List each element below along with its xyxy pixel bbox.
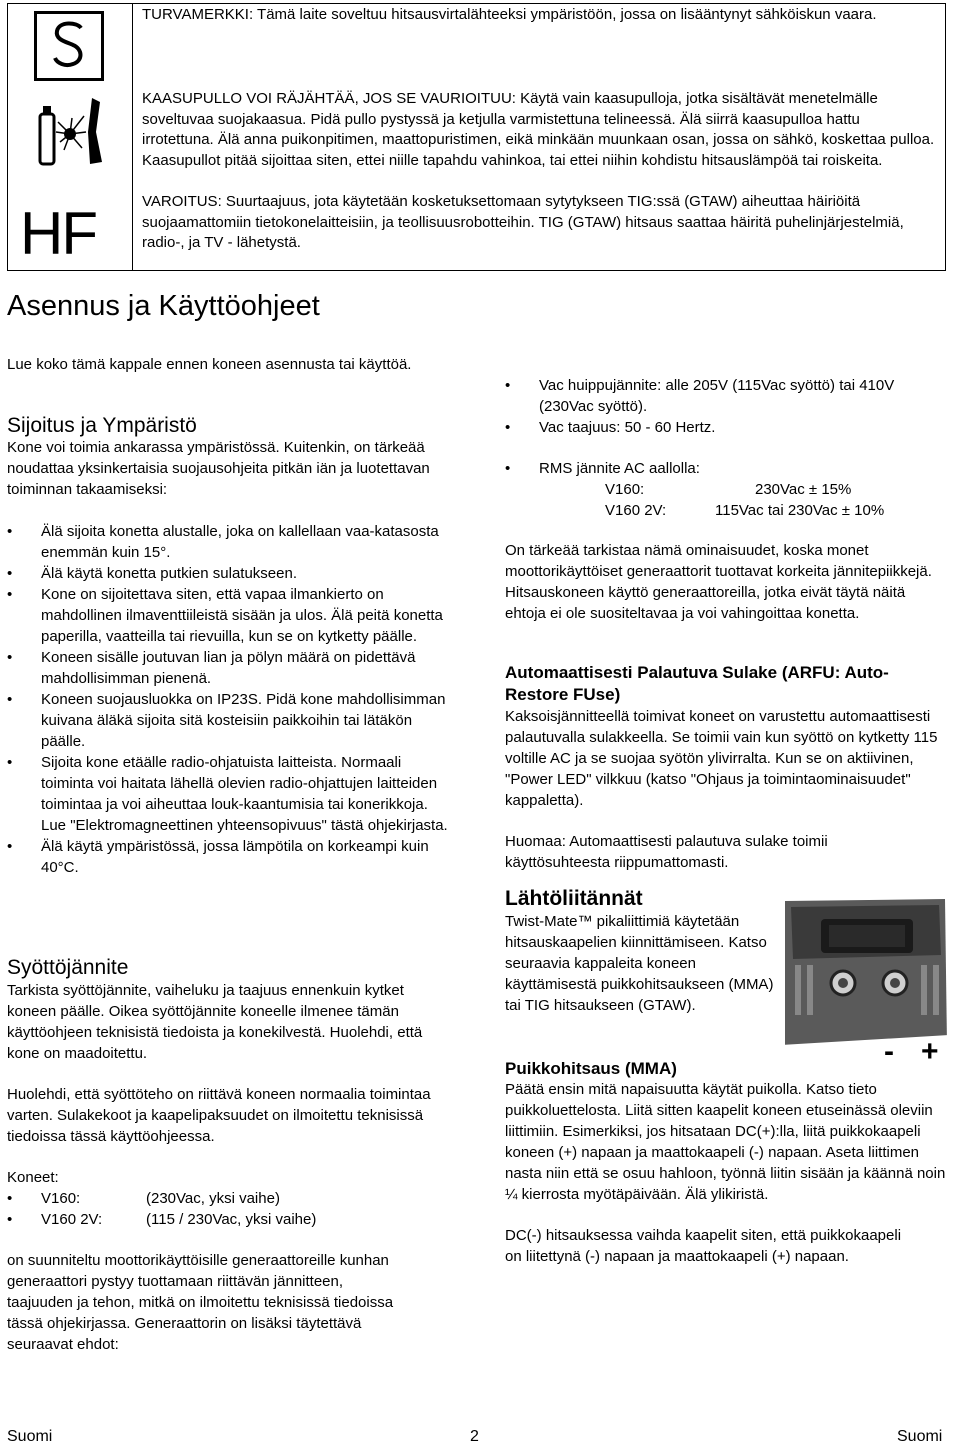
list-item: • Älä käytä konetta putkien sulatukseen. (7, 563, 451, 584)
supply-text-2: Huolehdi, että syöttöteho on riittävä koneen normaalia toimintaa varten. Sulakekoot ja kaapelipaksuudet on ilmoitettu teknisissä tiedoissa tässä käyttöohjeessa. (7, 1086, 431, 1145)
list-item: • RMS jännite AC aallolla: (505, 458, 945, 479)
list-item: • Koneen sisälle joutuvan lian ja pölyn määrä on pidettävä mahdollisimman pienenä. (7, 647, 451, 689)
plus-terminal-label: + (921, 1035, 939, 1068)
list-item: • Koneen suojausluokka on IP23S. Pidä kone mahdollisimman kuivana äläkä sijoita sitä kosteisiin paikkoihin tai lätäkön päälle. (7, 689, 451, 752)
hf-icon: HF (20, 200, 96, 267)
important-text: On tärkeää tarkistaa nämä ominaisuudet, koska monet moottorikäyttöiset generaattorit tuottavat korkeita jännitepiikkejä. Hitsauskoneen käyttö generaattoreilla, jotka eivät täytä näitä ehtoja ei ole suositeltavaa ja voi vahingoittaa konetta. (505, 542, 932, 622)
mma-text: Päätä ensin mitä napaisuutta käytät puikolla. Katso tieto puikkoluettelosta. Liitä sitten kaapelit koneen etuseinässä oleviin liittimiin. Esimerkiksi, jos hitsataan DC(+):lla, liitä puikkokaapeli koneen (+) napaan ja maattokaapeli (-) napaan. Aseta liittimen nasta niin että se osuu hahloon, työnnä liitin sisään ja käännä noin ¼ kierrosta myötäpäivään. Älä ylikiristä. (505, 1081, 946, 1203)
list-item: • V160 2V: (115 / 230Vac, yksi vaihe) (7, 1209, 437, 1230)
list-item: • Sijoita kone etäälle radio-ohjatuista laitteista. Normaali toiminta voi haitata lähellä olevien radio-ohjattujen laitteiden toimintaa ja voi aiheuttaa louk-kaantumisia tai konerikkoja. Lue "Elektromagneettinen yhteensopivuus" tästä ohjekirjasta. (7, 752, 451, 836)
supply-text-1: Tarkista syöttöjännite, vaiheluku ja taajuus ennenkuin kytket koneen päälle. Oikea syöttöjännite koneelle ilmenee tämän käyttöohjeen teknisistä tiedoista ja konekilvestä. Huolehdi, että kone on maadoitettu. (7, 982, 423, 1062)
generator-text: on suunniteltu moottorikäyttöisille generaattoreille kunhan generaattori pystyy tuottamaan riittävän jännitteen, taajuuden ja tehon, mitkä on ilmoitettu teknisissä tiedoissa tässä ohjekirjassa. Generaattorin on lisäksi täytettävä seuraavat ehdot: (7, 1252, 394, 1353)
list-item: • V160: (230Vac, yksi vaihe) (7, 1188, 437, 1209)
warning-table (7, 3, 946, 271)
mma-heading: Puikkohitsaus (MMA) (505, 1059, 677, 1078)
warning-gas-cylinder: KAASUPULLO VOI RÄJÄHTÄÄ, JOS SE VAURIOITUU: Käytä vain kaasupulloja, jotka sisältävät menetelmälle soveltuvaa suojakaasua. Pidä pullo pystyssä ja ketjulla varmistettuna telineessä. Älä siirrä kaasupulloa hattu irrotettuna. Älä anna puikonpitimen, maattopuristimen, eikä minkään muunkaan osan, jossa on sähkö, koskettaa pulloa. Kaasupullot pitää sijoittaa siten, ettei niille tapahdu vahinkoa, tai ettei niihin kohdistu hitsauslämpöä tai roiskeita. (142, 90, 935, 169)
outputs-heading: Lähtöliitännät (505, 887, 643, 910)
placement-list (7, 521, 451, 878)
page-title: Asennus ja Käyttöohjeet (7, 290, 320, 322)
page-number: 2 (470, 1428, 479, 1445)
machines-list (7, 1188, 437, 1230)
warning-electric-shock: TURVAMERKKI: Tämä laite soveltuu hitsausvirtalähteeksi ympäristöön, jossa on lisääntynyt sähköiskun vaara. (142, 6, 877, 23)
list-item: • Älä käytä ympäristössä, jossa lämpötila on korkeampi kuin 40°C. (7, 836, 451, 878)
list-item: • Älä sijoita konetta alustalle, joka on kallellaan vaa-katasosta enemmän kuin 15°. (7, 521, 451, 563)
footer-language-right: Suomi (897, 1428, 943, 1445)
mma-section (505, 1058, 950, 1267)
placement-text: Kone voi toimia ankarassa ympäristössä. Kuitenkin, on tärkeää noudattaa yksinkertaisia suojausohjeita pitkän iän ja luotettavan toiminnan takaamiseksi: (7, 439, 430, 498)
rms-row: V160 2V: 115Vac tai 230Vac ± 10% (605, 502, 885, 519)
placement-section (7, 415, 447, 878)
arfu-heading: Automaattisesti Palautuva Sulake (ARFU: Auto-Restore FUse) (505, 663, 889, 704)
safety-s-icon (34, 11, 104, 81)
table-divider (132, 4, 133, 270)
arfu-text: Kaksoisjännitteellä toimivat koneet on varustettu automaattisesti palautuvalla sulakkeella. Se toimii vain kun syöttö on kytketty 115 voltille AC ja se suojaa syötön ylivirralta. Kun se on aktiivinen, "Power LED" vilkkuu (katso "Ohjaus ja toimintaominaisuudet" kappaletta). (505, 708, 938, 809)
supply-section (7, 957, 437, 1355)
footer-language-left: Suomi (7, 1428, 53, 1445)
outputs-section (505, 888, 775, 1016)
supply-heading: Syöttöjännite (7, 956, 129, 979)
gas-cylinder-explosion-icon (30, 92, 108, 170)
placement-heading: Sijoitus ja Ympäristö (7, 414, 197, 437)
rms-row: V160: 230Vac ± 15% (605, 481, 852, 498)
dc-text: DC(-) hitsauksessa vaihda kaapelit siten, että puikkokaapeli on liitettynä (-) napaan ja maattokaapeli (+) napaan. (505, 1227, 902, 1265)
generator-requirements (505, 375, 945, 624)
list-item: • Vac huippujännite: alle 205V (115Vac syöttö) tai 410V (230Vac syöttö). (505, 375, 929, 417)
note-text: Huomaa: Automaattisesti palautuva sulake toimii käyttösuhteesta riippumattomasti. (505, 833, 828, 871)
minus-terminal-label: - (884, 1035, 894, 1068)
intro-text: Lue koko tämä kappale ennen koneen asennusta tai käyttöä. (7, 356, 412, 373)
list-item: • Vac taajuus: 50 - 60 Hertz. (505, 417, 945, 438)
arfu-section (505, 662, 950, 873)
requirements-list (505, 375, 945, 479)
list-item: • Kone on sijoitettava siten, että vapaa ilmankierto on mahdollinen ilmaventtiileistä sisään ja ulos. Älä peitä konetta paperilla, vaatteilla tai rievuilla, kun se on kytketty päälle. (7, 584, 451, 647)
machine-terminals-photo (781, 895, 949, 1067)
warning-high-frequency: VAROITUS: Suurtaajuus, jota käytetään kosketuksettomaan sytytykseen TIG:ssä (GTAW) aiheuttaa häiriöitä suojaamattomiin tietokonelaitteisiin, ja teollisuusrobotteihin. TIG (GTAW) hitsaus saattaa häiritä puhelinjärjestelmiä, radio-, ja TV - lähetystä. (142, 193, 904, 251)
outputs-text: Twist-Mate™ pikaliittimiä käytetään hitsauskaapelien kiinnittämiseen. Katso seuraavia kappaleita koneen käyttämisestä puikkohitsaukseen (MMA) tai TIG hitsaukseen (GTAW). (505, 913, 774, 1014)
machines-label: Koneet: (7, 1169, 59, 1186)
